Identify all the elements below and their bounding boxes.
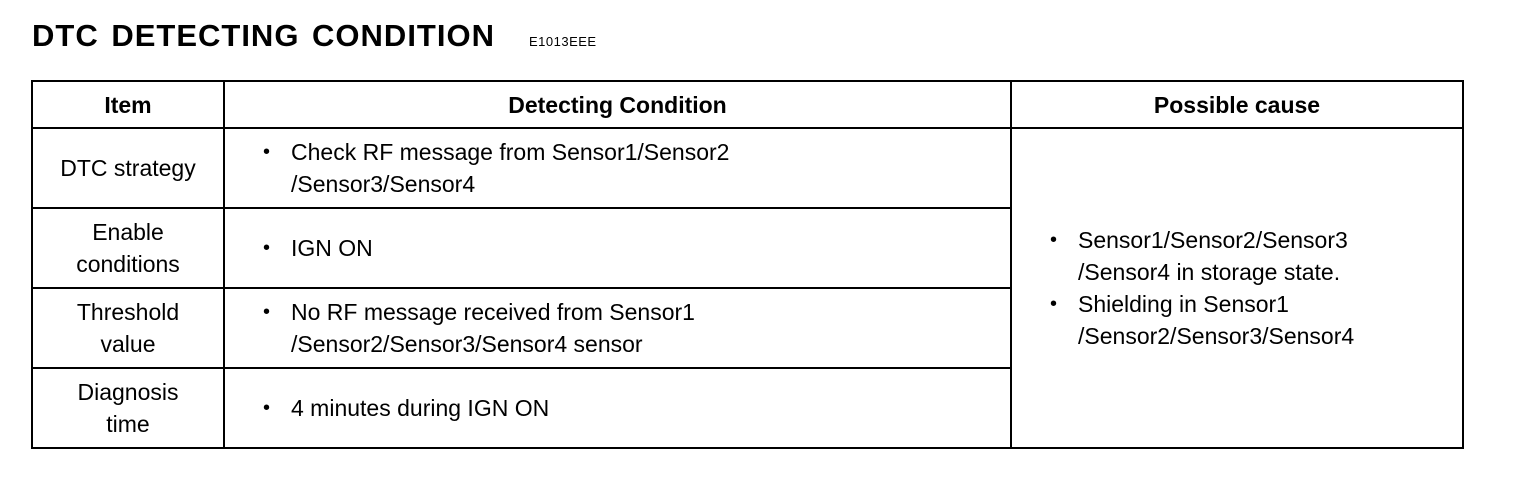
table-row [32, 128, 1463, 208]
item-cell [32, 208, 224, 288]
list-item [1050, 288, 1442, 352]
header-item: Item [32, 81, 224, 128]
item-cell [32, 128, 224, 208]
condition-cell [224, 208, 1011, 288]
condition-text: No RF message received from Sensor1 [291, 299, 695, 325]
condition-list [263, 136, 990, 200]
list-item [1050, 224, 1442, 288]
condition-text: IGN ON [291, 235, 373, 261]
condition-cell [224, 288, 1011, 368]
item-label: value [100, 331, 156, 357]
bullet-icon: • [263, 237, 271, 259]
condition-text: Check RF message from Sensor1/Sensor2 [291, 139, 730, 165]
list-item [263, 392, 990, 424]
cause-text: /Sensor4 in storage state. [1078, 259, 1341, 285]
condition-text: 4 minutes during IGN ON [291, 395, 550, 421]
condition-list [263, 296, 990, 360]
page-title: DTC DETECTING CONDITION [32, 18, 495, 53]
condition-text: /Sensor3/Sensor4 [291, 171, 476, 197]
item-label: DTC strategy [60, 155, 196, 181]
condition-list [263, 232, 990, 264]
bullet-icon: • [1050, 229, 1058, 251]
item-label: Diagnosis [77, 379, 179, 405]
bullet-icon: • [263, 141, 271, 163]
possible-cause-cell [1011, 128, 1463, 448]
list-item [263, 296, 990, 360]
item-cell [32, 288, 224, 368]
condition-cell [224, 368, 1011, 448]
cause-text: Shielding in Sensor1 [1078, 291, 1289, 317]
document-code: E1013EEE [529, 34, 597, 49]
item-label: conditions [76, 251, 180, 277]
item-label: Enable [92, 219, 164, 245]
condition-cell [224, 128, 1011, 208]
cause-text: /Sensor2/Sensor3/Sensor4 [1078, 323, 1355, 349]
header-detecting-condition: Detecting Condition [224, 81, 1011, 128]
header-possible-cause: Possible cause [1011, 81, 1463, 128]
table-header-row [32, 81, 1463, 128]
dtc-condition-table [31, 80, 1464, 449]
item-label: time [106, 411, 150, 437]
item-cell [32, 368, 224, 448]
bullet-icon: • [263, 301, 271, 323]
page-heading [32, 18, 597, 58]
bullet-icon: • [1050, 293, 1058, 315]
possible-cause-list [1050, 224, 1442, 352]
list-item [263, 232, 990, 264]
condition-list [263, 392, 990, 424]
item-label: Threshold [76, 299, 180, 325]
cause-text: Sensor1/Sensor2/Sensor3 [1078, 227, 1348, 253]
condition-text: /Sensor2/Sensor3/Sensor4 sensor [291, 331, 643, 357]
list-item [263, 136, 990, 200]
bullet-icon: • [263, 397, 271, 419]
